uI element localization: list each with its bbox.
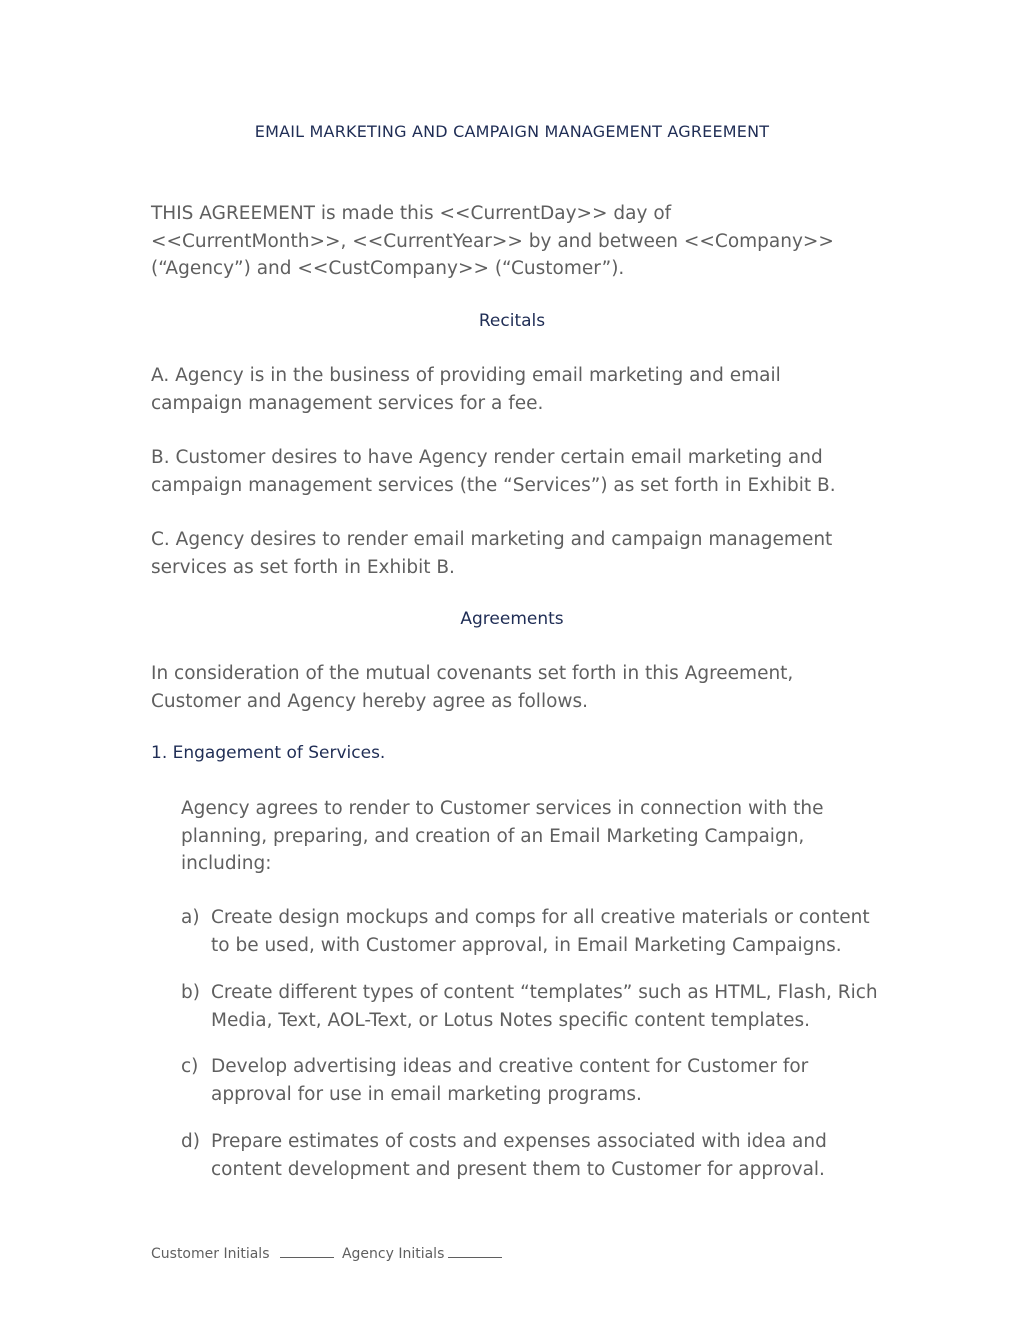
consideration-paragraph: In consideration of the mutual covenants set forth in this Agreement, Customer and Agency hereby agree as follows. [151, 663, 794, 712]
agreements-heading: Agreements [460, 609, 564, 629]
list-item [181, 1053, 881, 1108]
recital-a: A. Agency is in the business of providing email marketing and email campaign management services for a fee. [151, 365, 781, 414]
recital-c: C. Agency desires to render email marketing and campaign management services as set forth in Exhibit B. [151, 529, 833, 578]
list-text: Develop advertising ideas and creative content for Customer for approval for use in email marketing programs. [211, 1056, 809, 1105]
list-marker: b) [181, 982, 200, 1003]
agency-initials-label: Agency Initials [341, 1246, 445, 1262]
section-1-body: Agency agrees to render to Customer services in connection with the planning, preparing, and creation of an Email Marketing Campaign, including: [181, 798, 824, 874]
customer-initials-blank[interactable] [280, 1245, 334, 1258]
initials-footer [151, 1245, 502, 1262]
list-text: Create different types of content “templates” such as HTML, Flash, Rich Media, Text, AOL-Text, or Lotus Notes specific content templates. [211, 982, 878, 1031]
list-marker: d) [181, 1131, 200, 1152]
list-marker: a) [181, 907, 200, 928]
agency-initials-blank[interactable] [448, 1245, 502, 1258]
document-title: EMAIL MARKETING AND CAMPAIGN MANAGEMENT AGREEMENT [254, 122, 770, 141]
list-text: Prepare estimates of costs and expenses associated with idea and content development and present them to Customer for approval. [211, 1131, 827, 1180]
list-text: Create design mockups and comps for all creative materials or content to be used, with Customer approval, in Email Marketing Campaigns. [211, 907, 870, 956]
recital-b: B. Customer desires to have Agency render certain email marketing and campaign management services (the “Services”) as set forth in Exhibit B. [151, 447, 836, 496]
list-item [181, 904, 881, 959]
list-item [181, 1128, 881, 1183]
intro-paragraph: THIS AGREEMENT is made this <<CurrentDay>> day of <<CurrentMonth>>, <<CurrentYear>> by and between <<Company>> (“Agency”) and <<CustCompany>> (“Customer”). [151, 203, 834, 279]
section-1-heading: 1. Engagement of Services. [151, 743, 386, 763]
recitals-heading: Recitals [478, 311, 546, 331]
list-marker: c) [181, 1056, 199, 1077]
customer-initials-label: Customer Initials [151, 1246, 270, 1262]
list-item [181, 979, 881, 1034]
